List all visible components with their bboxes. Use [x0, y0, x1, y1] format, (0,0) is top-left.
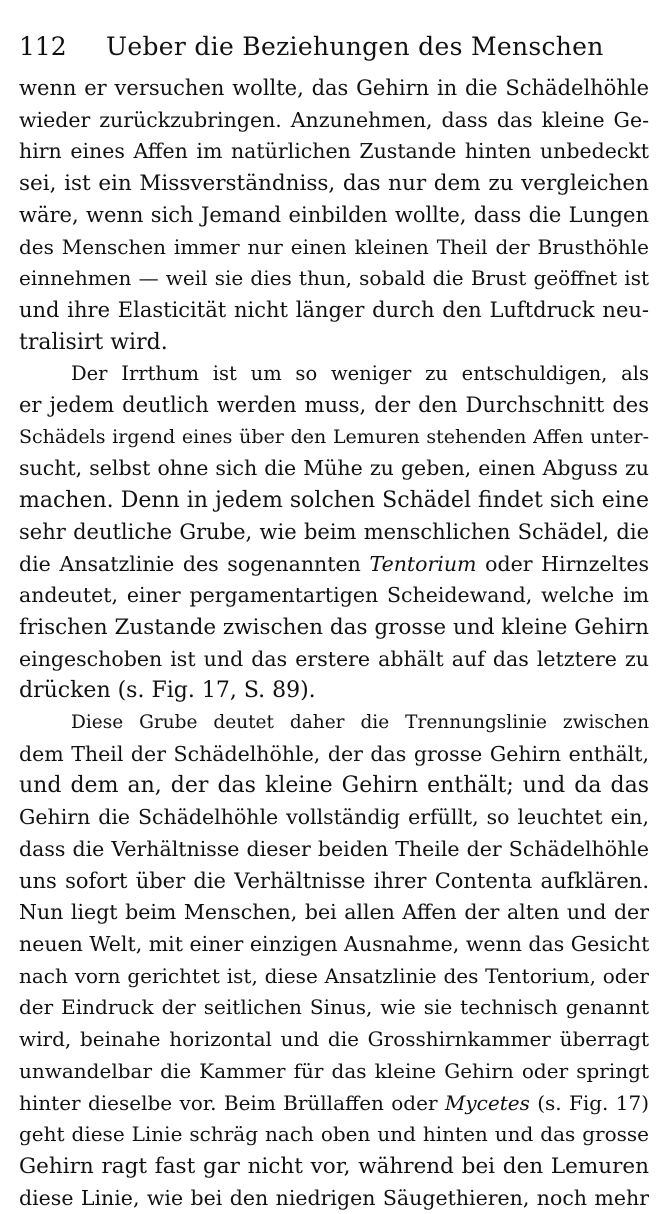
page-number: 112 [19, 32, 67, 61]
paragraph-3 [19, 707, 649, 1214]
text-line: drücken (s. Fig. 17, S. 89). [19, 678, 316, 704]
text-line: eingeschoben ist und das erstere abhält auf das letztere zu [19, 646, 649, 671]
text-line: nach vorn gerichtet ist, diese Ansatzlinie des Tentorium, oder [19, 963, 649, 988]
text-line-with-italic [19, 1088, 649, 1120]
text-line: wird, beinahe horizontal und die Grosshirnkammer überragt [19, 1027, 649, 1052]
text-segment: die Ansatzlinie des sogenannten [19, 551, 361, 576]
text-line: und dem an, der das kleine Gehirn enthält; und da das [19, 773, 649, 799]
paragraph-1 [19, 73, 649, 358]
text-line: dass die Verhältnisse dieser beiden Theile der Schädelhöhle [19, 836, 649, 861]
text-line: sucht, selbst ohne sich die Mühe zu geben, einen Abguss zu [19, 456, 649, 481]
italic-term: Tentorium [369, 551, 477, 576]
text-line: Diese Grube deutet daher die Trennungslinie zwischen [71, 712, 649, 734]
running-title: Ueber die Beziehungen des Menschen [106, 32, 604, 61]
text-line: und ihre Elasticität nicht länger durch den Luftdruck neu- [19, 297, 649, 322]
body-text [19, 73, 649, 1214]
italic-term: Mycetes [444, 1090, 530, 1115]
text-line: andeutet, einer pergamentartigen Scheidewand, welche im [19, 583, 649, 608]
text-line: des Menschen immer nur einen kleinen Theil der Brusthöhle [19, 234, 649, 259]
text-segment: hinter dieselbe vor. Beim Brüllaffen oder [19, 1090, 438, 1115]
text-line: wäre, wenn sich Jemand einbilden wollte, dass die Lungen [19, 202, 649, 227]
text-line: uns sofort über die Verhältnisse ihrer Contenta aufklären. [19, 868, 649, 893]
text-line: dem Theil der Schädelhöhle, der das grosse Gehirn enthält, [19, 741, 649, 766]
text-line: frischen Zustande zwischen das grosse und kleine Gehirn [19, 614, 649, 640]
text-line: neuen Welt, mit einer einzigen Ausnahme, wenn das Gesicht [19, 931, 650, 956]
text-line: tralisirt wird. [19, 329, 168, 355]
text-line: sei, ist ein Missverständniss, das nur dem zu vergleichen [19, 171, 649, 197]
paragraph-2 [19, 358, 649, 707]
text-line: diese Linie, wie bei den niedrigen Säugethieren, noch mehr [19, 1185, 649, 1210]
text-line: Nun liegt beim Menschen, bei allen Affen der alten und der [19, 900, 649, 925]
text-line: er jedem deutlich werden muss, der den Durchschnitt des [19, 393, 649, 418]
text-line: der Eindruck der seitlichen Sinus, wie sie technisch genannt [19, 995, 649, 1020]
text-line: hirn eines Affen im natürlichen Zustande hinten unbedeckt [19, 139, 649, 164]
text-line: machen. Denn in jedem solchen Schädel findet sich eine [19, 488, 649, 514]
text-line: wenn er versuchen wollte, das Gehirn in die Schädelhöhle [19, 76, 649, 100]
text-line: Gehirn ragt fast gar nicht vor, während bei den Lemuren [19, 1153, 649, 1179]
text-line: Schädels irgend eines über den Lemuren stehenden Affen unter- [19, 425, 649, 448]
text-line: Der Irrthum ist um so weniger zu entschuldigen, als [71, 362, 649, 386]
text-line: wieder zurückzubringen. Anzunehmen, dass das kleine Ge- [19, 107, 649, 132]
running-header [19, 32, 659, 72]
text-line: Gehirn die Schädelhöhle vollständig erfüllt, so leuchtet ein, [19, 805, 649, 830]
text-line: einnehmen — weil sie dies thun, sobald die Brust geöffnet ist [19, 266, 649, 291]
text-segment: (s. Fig. 17) [537, 1090, 650, 1115]
text-segment: oder Hirnzeltes [485, 551, 649, 576]
text-line: sehr deutliche Grube, wie beim menschlichen Schädel, die [19, 519, 649, 544]
text-line-with-italic [19, 549, 649, 581]
text-line: unwandelbar die Kammer für das kleine Gehirn oder springt [19, 1058, 649, 1083]
text-line: geht diese Linie schräg nach oben und hinten und das grosse [19, 1122, 649, 1147]
